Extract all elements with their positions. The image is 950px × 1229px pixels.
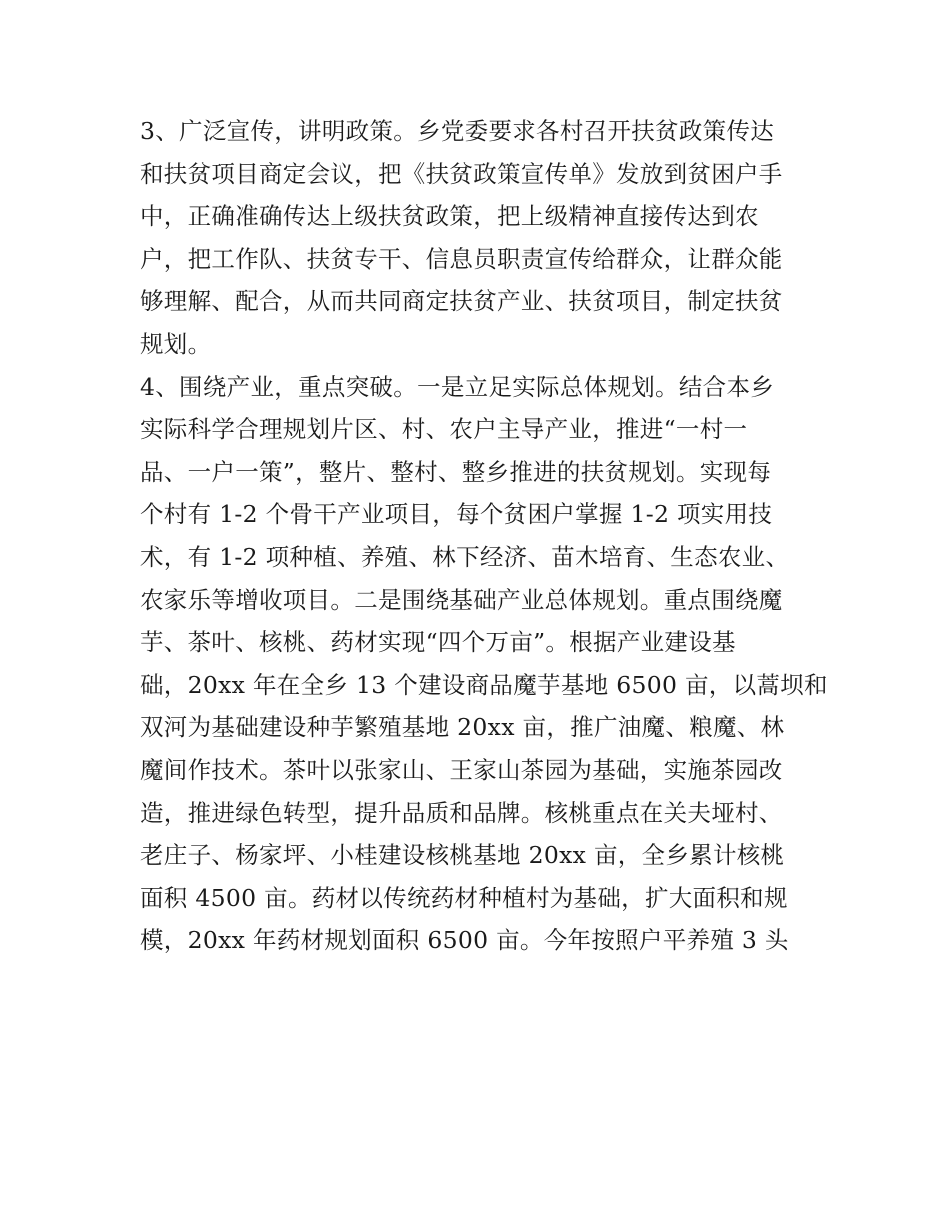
text-line: 术，有 1-2 项种植、养殖、林下经济、苗木培育、生态农业、 bbox=[140, 542, 790, 571]
text-line: 魔间作技术。茶叶以张家山、王家山茶园为基础，实施茶园改 bbox=[140, 755, 783, 784]
text-line: 4、围绕产业，重点突破。一是立足实际总体规划。结合本乡 bbox=[140, 372, 775, 401]
text-line: 个村有 1-2 个骨干产业项目，每个贫困户掌握 1-2 项实用技 bbox=[140, 500, 773, 529]
text-line: 够理解、配合，从而共同商定扶贫产业、扶贫项目，制定扶贫 bbox=[140, 287, 783, 316]
body-text bbox=[140, 110, 830, 962]
text-line: 规划。 bbox=[140, 329, 212, 358]
text-line: 老庄子、杨家坪、小桂建设核桃基地 20xx 亩，全乡累计核桃 bbox=[140, 841, 785, 870]
text-line: 品、一户一策”，整片、整村、整乡推进的扶贫规划。实现每 bbox=[140, 457, 772, 486]
text-line: 芋、茶叶、核桃、药材实现“四个万亩”。根据产业建设基 bbox=[140, 628, 736, 657]
text-line: 实际科学合理规划片区、村、农户主导产业，推进“一村一 bbox=[140, 415, 748, 444]
text-line: 模，20xx 年药材规划面积 6500 亩。今年按照户平养殖 3 头 bbox=[140, 926, 789, 955]
text-line: 3、广泛宣传，讲明政策。乡党委要求各村召开扶贫政策传达 bbox=[140, 117, 775, 145]
text-line: 户，把工作队、扶贫专干、信息员职责宣传给群众，让群众能 bbox=[140, 244, 783, 273]
text-line: 双河为基础建设种芋繁殖基地 20xx 亩，推广油魔、粮魔、林 bbox=[140, 713, 785, 742]
text-line: 面积 4500 亩。药材以传统药材种植村为基础，扩大面积和规 bbox=[140, 883, 788, 912]
text-line: 础，20xx 年在全乡 13 个建设商品魔芋基地 6500 亩，以蒿坝和 bbox=[140, 670, 828, 699]
text-line: 和扶贫项目商定会议，把《扶贫政策宣传单》发放到贫困户手 bbox=[140, 159, 783, 188]
text-line: 造，推进绿色转型，提升品质和品牌。核桃重点在关夫垭村、 bbox=[140, 798, 783, 827]
text-line: 农家乐等增收项目。二是围绕基础产业总体规划。重点围绕魔 bbox=[140, 585, 783, 614]
text-line: 中，正确准确传达上级扶贫政策，把上级精神直接传达到农 bbox=[140, 202, 759, 231]
